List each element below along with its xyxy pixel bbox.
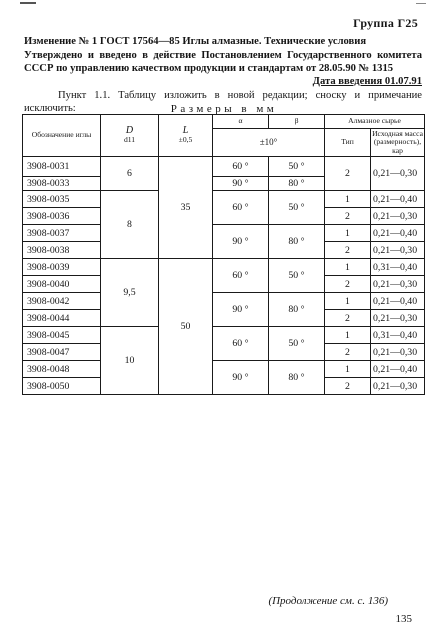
type-cell: 2	[325, 344, 371, 361]
scan-mark-left	[20, 2, 36, 4]
type-cell: 2	[325, 208, 371, 225]
mass-cell: 0,31—0,40	[371, 327, 425, 344]
d-group-cell: 10	[101, 327, 159, 395]
approval-text: Утверждено и введено в действие Постановлением Государственного комитета СССР по управлению качеством продукции и стандартам от 28.05.90 № 1315	[24, 50, 422, 74]
alpha-cell: 90 °	[213, 177, 269, 191]
type-cell: 1	[325, 259, 371, 276]
alpha-cell: 60 °	[213, 259, 269, 293]
col-type: Тип	[325, 129, 371, 157]
needles-table	[22, 114, 425, 395]
table-row-code: 3908-0045	[23, 327, 101, 344]
alpha-cell: 60 °	[213, 157, 269, 177]
table-row-code: 3908-0031	[23, 157, 101, 177]
beta-cell: 50 °	[269, 327, 325, 361]
units-caption: Размеры в мм	[170, 103, 278, 115]
mass-cell: 0,21—0,40	[371, 191, 425, 208]
mass-cell: 0,21—0,30	[371, 242, 425, 259]
l-group-cell: 35	[159, 157, 213, 259]
beta-cell: 50 °	[269, 259, 325, 293]
effective-date: Дата введения 01.07.91	[312, 76, 422, 87]
type-cell: 2	[325, 157, 371, 191]
mass-cell: 0,21—0,30	[371, 208, 425, 225]
group-label: Группа Г25	[353, 16, 418, 30]
type-cell: 1	[325, 293, 371, 310]
beta-cell: 50 °	[269, 157, 325, 177]
mass-cell: 0,21—0,30	[371, 344, 425, 361]
table-row-code: 3908-0047	[23, 344, 101, 361]
table-row-code: 3908-0033	[23, 177, 101, 191]
col-mass: Исходная масса (размерность), кар	[372, 128, 423, 155]
col-designation: Обозначение иглы	[23, 115, 101, 157]
col-l	[159, 115, 213, 157]
page-number: 135	[395, 613, 412, 625]
col-d-label: D	[125, 125, 134, 136]
type-cell: 1	[325, 361, 371, 378]
table-row-code: 3908-0048	[23, 361, 101, 378]
col-alpha: α	[213, 115, 269, 129]
d-group-cell: 8	[101, 191, 159, 259]
type-cell: 2	[325, 378, 371, 395]
alpha-cell: 60 °	[213, 327, 269, 361]
type-cell: 2	[325, 276, 371, 293]
table-row-code: 3908-0042	[23, 293, 101, 310]
alpha-cell: 90 °	[213, 293, 269, 327]
type-cell: 1	[325, 225, 371, 242]
type-cell: 2	[325, 242, 371, 259]
table-row-code: 3908-0038	[23, 242, 101, 259]
d-group-cell: 6	[101, 157, 159, 191]
type-cell: 1	[325, 327, 371, 344]
col-raw: Алмазное сырье	[325, 115, 425, 129]
table-row-code: 3908-0039	[23, 259, 101, 276]
type-cell: 1	[325, 191, 371, 208]
change-title: Изменение № 1 ГОСТ 17564—85 Иглы алмазные. Технические условия	[24, 36, 367, 47]
alpha-cell: 60 °	[213, 191, 269, 225]
mass-cell: 0,21—0,40	[371, 293, 425, 310]
mass-cell: 0,21—0,30	[371, 378, 425, 395]
table-row-code: 3908-0037	[23, 225, 101, 242]
beta-cell: 80 °	[269, 225, 325, 259]
mass-cell: 0,21—0,40	[371, 225, 425, 242]
table-row-code: 3908-0036	[23, 208, 101, 225]
mass-cell: 0,21—0,30	[371, 276, 425, 293]
d-group-cell: 9,5	[101, 259, 159, 327]
beta-cell: 80 °	[269, 177, 325, 191]
scan-mark-right	[416, 3, 426, 4]
table-row-code: 3908-0035	[23, 191, 101, 208]
continuation-note: (Продолжение см. с. 136)	[268, 595, 388, 607]
mass-cell: 0,21—0,30	[371, 310, 425, 327]
mass-cell: 0,31—0,40	[371, 259, 425, 276]
mass-cell: 0,21—0,40	[371, 361, 425, 378]
table-row-code: 3908-0040	[23, 276, 101, 293]
table-row-code: 3908-0044	[23, 310, 101, 327]
col-l-sub: ±0,5	[178, 134, 193, 144]
table-row-code: 3908-0050	[23, 378, 101, 395]
col-tolerance: ±10°	[213, 129, 325, 157]
beta-cell: 50 °	[269, 191, 325, 225]
l-group-cell: 50	[159, 259, 213, 395]
alpha-cell: 90 °	[213, 361, 269, 395]
intro-paragraph: Пункт 1.1. Таблицу изложить в новой редакции; сноску и примечание исключить:	[24, 90, 422, 114]
col-d-sub: d11	[123, 134, 136, 144]
col-d	[101, 115, 159, 157]
col-l-label: L	[182, 125, 189, 136]
alpha-cell: 90 °	[213, 225, 269, 259]
beta-cell: 80 °	[269, 293, 325, 327]
type-cell: 2	[325, 310, 371, 327]
beta-cell: 80 °	[269, 361, 325, 395]
mass-cell: 0,21—0,30	[371, 157, 425, 191]
col-beta: β	[269, 115, 325, 129]
